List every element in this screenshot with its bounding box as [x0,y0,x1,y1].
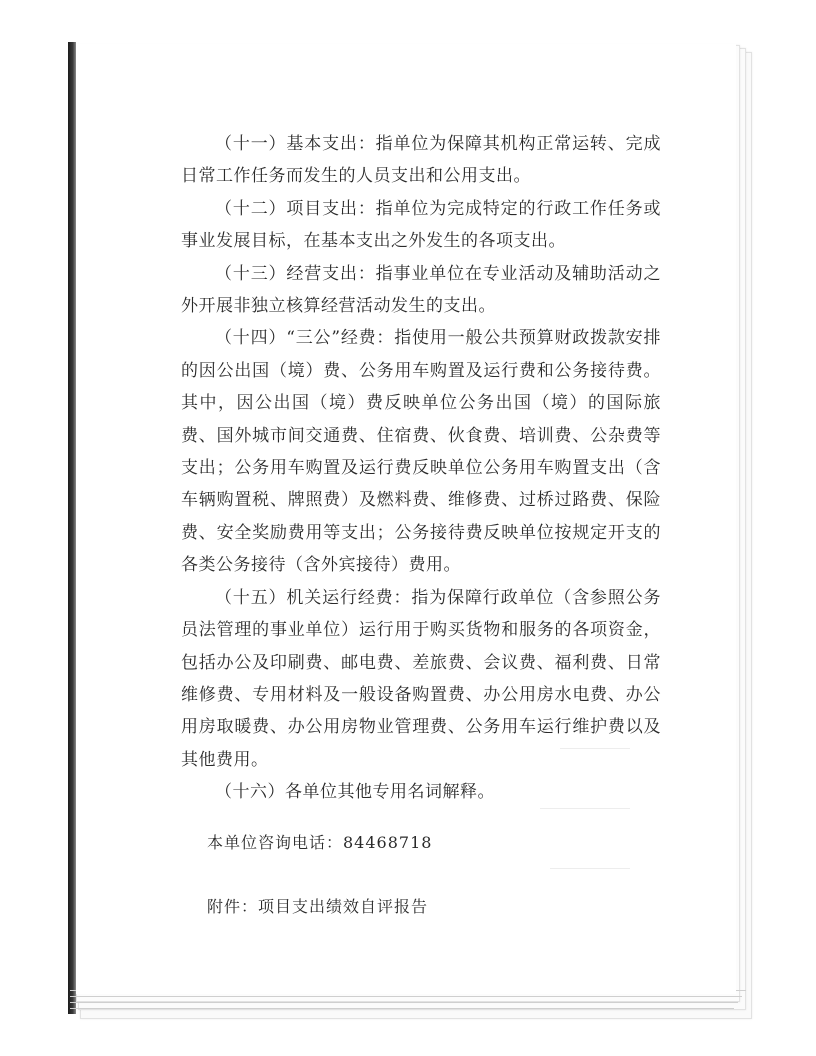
scan-shadow-edge [68,42,76,1014]
paragraph-basic-expenditure: （十一）基本支出：指单位为保障其机构正常运转、完成日常工作任务而发生的人员支出和公用支出。 [181,134,661,187]
paragraph-operating-expenditure: （十三）经营支出：指事业单位在专业活动及辅助活动之外开展非独立核算经营活动发生的支出。 [181,263,661,317]
contact-phone: 本单位咨询电话：84468718 [207,833,433,852]
paragraph-agency-operating-funds: （十五）机关运行经费：指为保障行政单位（含参照公务员法管理的事业单位）运行用于购买货物和服务的各项资金，包括办公及印刷费、邮电费、差旅费、会议费、福利费、日常维修费、专用材料及一般设备购置费、办公用房水电费、办公用房取暖费、办公用房物业管理费、公务用车运行维护费以及其他费用。 [181,587,661,770]
attachment-note: 附件：项目支出绩效自评报告 [207,897,429,916]
paragraph-project-expenditure: （十二）项目支出：指单位为完成特定的行政工作任务或事业发展目标，在基本支出之外发生的各项支出。 [181,198,661,252]
bleed-through-mark [550,868,630,869]
paragraph-three-public-expenses: （十四）“三公”经费：指使用一般公共预算财政拨款安排的因公出国（境）费、公务用车购置及运行费和公务接待费。其中，因公出国（境）费反映单位公务出国（境）的国际旅费、国外城市间交通费、住宿费、伙食费、培训费、公杂费等支出；公务用车购置及运行费反映单位公务用车购置支出（含车辆购置税、牌照费）及燃料费、维修费、过桥过路费、保险费、安全奖励费用等支出；公务接待费反映单位按规定开支的各类公务接待（含外宾接待）费用。 [181,328,661,576]
document-body [181,128,661,809]
paragraph-other-terms: （十六）各单位其他专用名词解释。 [215,782,495,803]
